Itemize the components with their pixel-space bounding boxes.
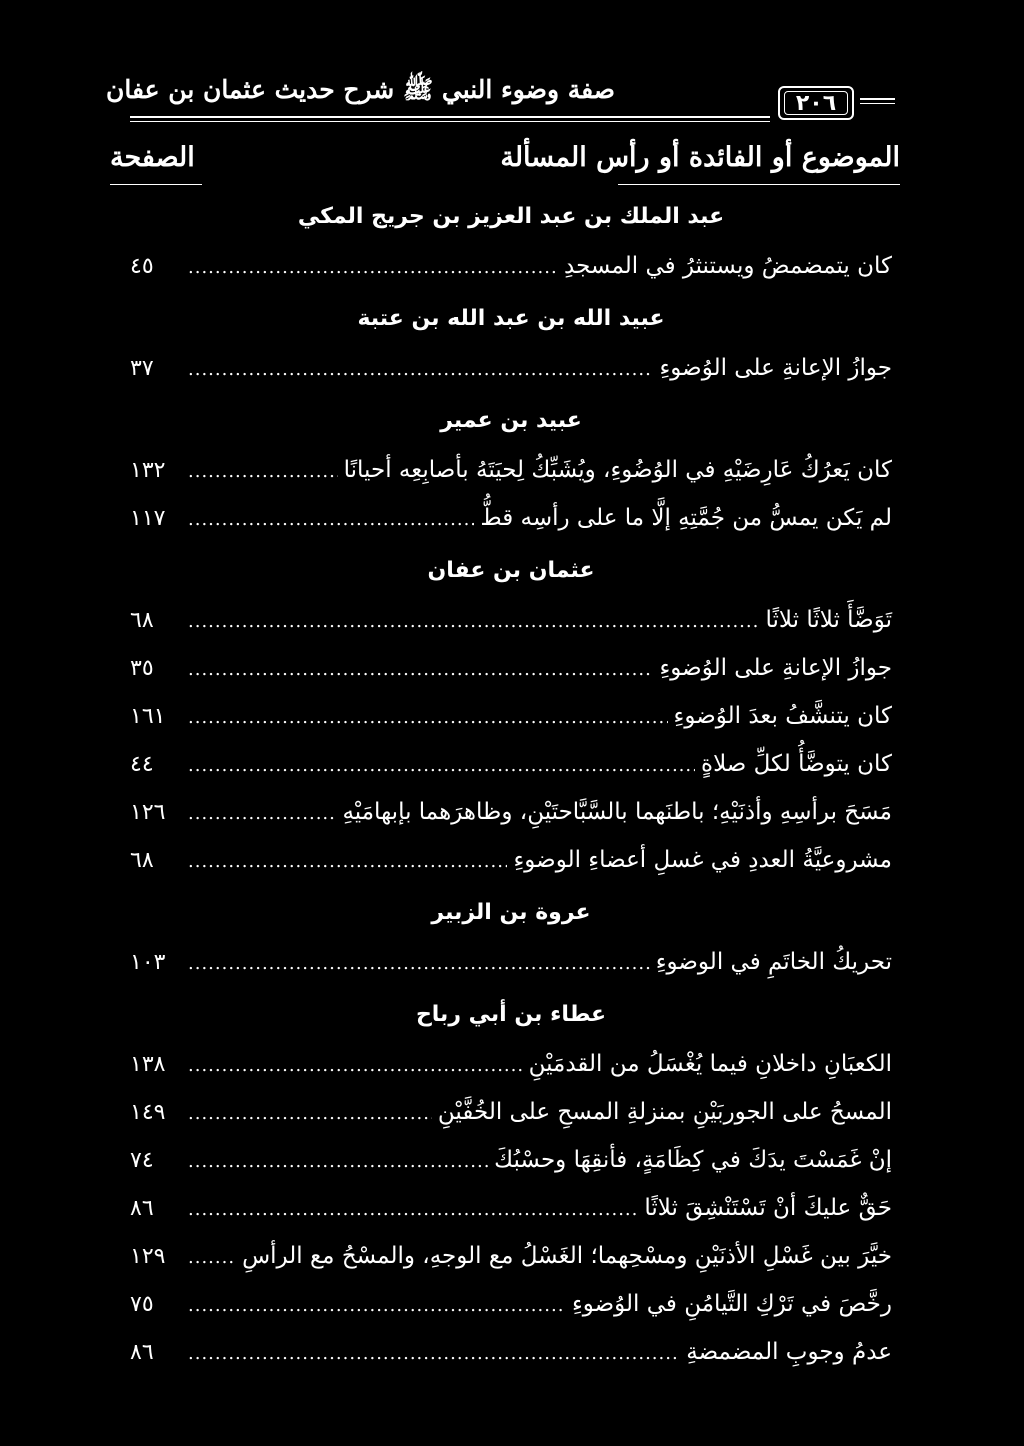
entry-topic: مَسَحَ برأسِهِ وأذنَيْهِ؛ باطنَهما بالسَّبَّاحتَيْنِ، وظاهرَهما بإبهامَيْهِ [342,799,892,825]
entry-topic: تَوَضَّأَ ثلاثًا ثلاثًا [765,607,892,633]
dot-leader [188,790,336,838]
index-entry [130,740,892,788]
index-entry [130,446,892,494]
dot-leader [188,1186,638,1234]
page-number [778,86,854,120]
entry-page-number: ١٣٢ [130,458,166,483]
header-rule-right-bottom [860,103,895,104]
page-header-rule [110,184,202,185]
index-entry [130,596,892,644]
entry-topic: خيَّرَ بين غَسْلِ الأذنَيْنِ ومسْحِهما؛ الغَسْلُ مع الوجهِ، والمسْحُ مع الرأسِ [242,1243,892,1269]
header-rule-right-top [860,98,895,100]
index-entry [130,938,892,986]
dot-leader [188,496,474,544]
index-entry [130,1328,892,1376]
index-column-headers [110,142,900,192]
index-entry [130,242,892,290]
entry-page-number: ٨٦ [130,1340,154,1365]
dot-leader [188,1090,432,1138]
index-entry [130,1232,892,1280]
entry-topic: جوازُ الإعانةِ على الوُضوءِ [659,355,892,381]
entry-topic: كان يتنشَّفُ بعدَ الوُضوءِ [673,703,892,729]
dot-leader [188,742,695,790]
entry-topic: المسحُ على الجوربَيْنِ بمنزلةِ المسحِ على الخُفَّيْنِ [437,1099,892,1125]
page-column-header: الصفحة [110,142,195,173]
index-entry [130,836,892,884]
dot-leader [188,244,558,292]
entry-page-number: ١٣٨ [130,1052,166,1077]
entry-topic: كان يتوضَّأُ لكلِّ صلاةٍ [701,751,892,777]
topic-header-rule [618,184,900,185]
dot-leader [188,1282,566,1330]
running-header [106,70,895,126]
entry-page-number: ١٢٦ [130,800,166,825]
entry-page-number: ٧٥ [130,1292,154,1317]
entry-page-number: ٦٨ [130,848,154,873]
index-entry [130,1136,892,1184]
dot-leader [188,1330,680,1378]
dot-leader [188,646,653,694]
dot-leader [188,940,650,988]
entry-page-number: ١٤٩ [130,1100,166,1125]
index-entry [130,1280,892,1328]
entry-page-number: ١٠٣ [130,950,166,975]
dot-leader [188,1234,236,1282]
header-rule-top [130,116,770,118]
entry-page-number: ٨٦ [130,1196,154,1221]
dot-leader [188,694,668,742]
index-entry [130,494,892,542]
entry-topic: مشروعيَّةُ العددِ في غسلِ أعضاءِ الوضوءِ [513,847,892,873]
entry-topic: حَقٌّ عليكَ أنْ تَسْتَنْشِقَ ثلاثًا [644,1195,892,1221]
dot-leader [188,448,338,496]
topic-column-header: الموضوع أو الفائدة أو رأس المسألة [500,142,900,173]
dot-leader [188,346,653,394]
narrator-heading: عثمان بن عفان [427,558,595,583]
running-header-title: صفة وضوء النبي ﷺ شرح حديث عثمان بن عفان [106,75,615,104]
narrator-heading: عبيد بن عمير [440,408,582,433]
entry-topic: الكعبَانِ داخلانِ فيما يُغْسَلُ من القدمَيْنِ [528,1051,892,1077]
index-entry [130,788,892,836]
entry-page-number: ٣٧ [130,356,154,381]
index-entry [130,644,892,692]
entry-topic: تحريكُ الخاتَمِ في الوضوءِ [655,949,892,975]
entry-page-number: ٧٤ [130,1148,154,1173]
entry-topic: إنْ غَمَسْتَ يدَكَ في كِظَامَةٍ، فأنقِهَا وحسْبُكَ [494,1147,892,1173]
entry-page-number: ٤٤ [130,752,154,777]
dot-leader [188,838,507,886]
index-entry [130,344,892,392]
narrator-heading: عبيد الله بن عبد الله بن عتبة [357,306,665,331]
narrator-heading: عطاء بن أبي رباح [415,1002,607,1027]
dot-leader [188,1042,523,1090]
entry-page-number: ٤٥ [130,254,154,279]
entry-topic: رخَّصَ في تَرْكِ التَّيامُنِ في الوُضوءِ [571,1291,892,1317]
dot-leader [188,598,759,646]
entry-topic: لم يَكن يمسُّ من جُمَّتِهِ إلَّا ما على رأسِه قطُّ [480,505,892,531]
entry-page-number: ١١٧ [130,506,166,531]
index-entry [130,1040,892,1088]
entry-topic: كان يَعرُكُ عَارِضَيْهِ في الوُضُوءِ، ويُشَبِّكُ لِحيَتَهُ بأصابِعِه أحيانًا [343,457,892,483]
index-entry [130,1184,892,1232]
index-list [130,200,892,1376]
narrator-heading: عبد الملك بن عبد العزيز بن جريج المكي [297,204,725,229]
index-entry [130,1088,892,1136]
entry-topic: جوازُ الإعانةِ على الوُضوءِ [659,655,892,681]
entry-page-number: ١٦١ [130,704,166,729]
entry-page-number: ٦٨ [130,608,154,633]
index-entry [130,692,892,740]
entry-page-number: ٣٥ [130,656,154,681]
narrator-heading: عروة بن الزبير [431,900,591,925]
dot-leader [188,1138,488,1186]
header-rule-bottom [130,121,770,122]
entry-topic: عدمُ وجوبِ المضمضةِ [686,1339,892,1365]
page-number-text: ٢٠٦ [795,90,837,116]
entry-page-number: ١٢٩ [130,1244,166,1269]
entry-topic: كان يتمضمضُ ويستنثرُ في المسجدِ [564,253,892,279]
